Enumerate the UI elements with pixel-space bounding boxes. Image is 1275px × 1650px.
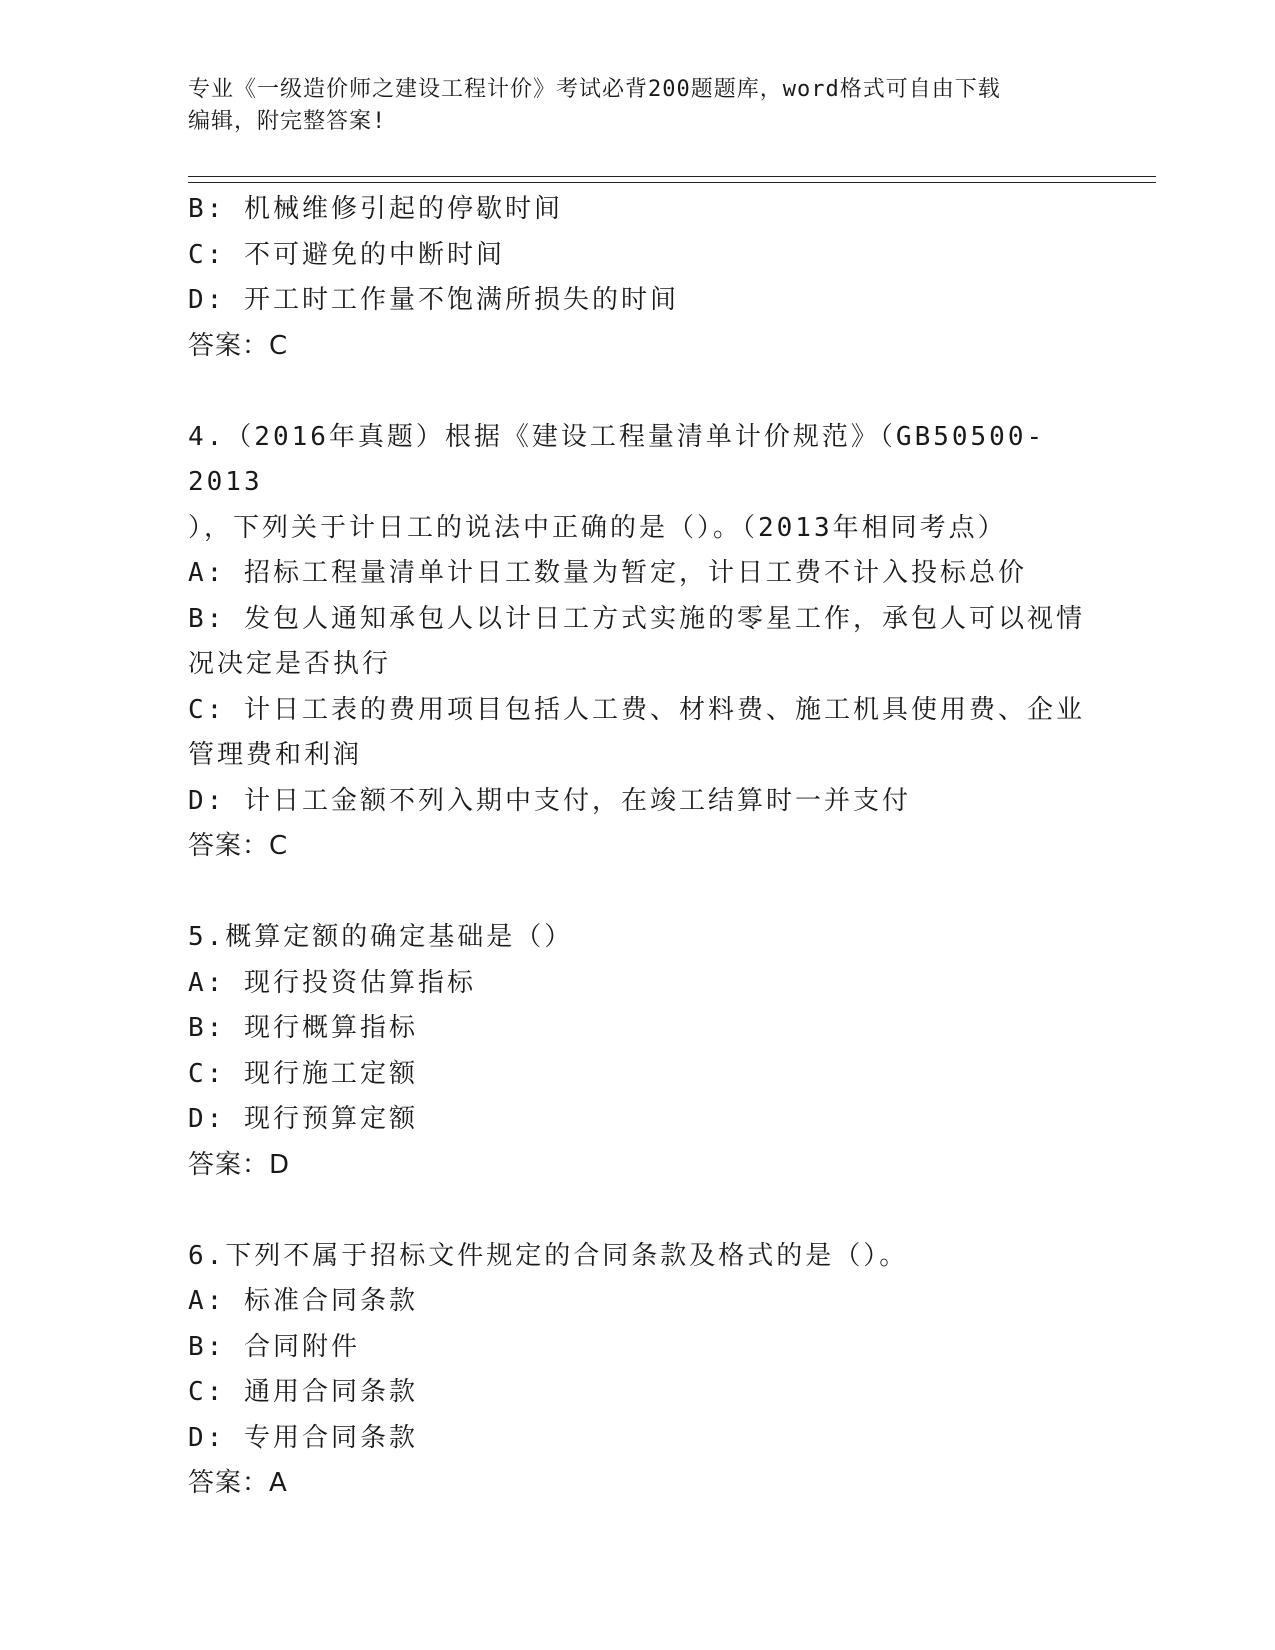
- option-d: D: 计日工金额不列入期中支付，在竣工结算时一并支付: [188, 785, 911, 816]
- header-line-1: 专业《一级造价师之建设工程计价》考试必背200题题库，word格式可自由下载: [188, 77, 1001, 102]
- option-d: D: 开工时工作量不饱满所损失的时间: [188, 285, 679, 315]
- question-list: [188, 187, 1088, 1507]
- header-divider-top: [188, 176, 1156, 177]
- question-3-tail: [188, 187, 1088, 369]
- spacer: [188, 369, 1088, 415]
- option-c: C: 计日工表的费用项目包括人工费、材料费、施工机具使用费、企业: [188, 694, 1085, 725]
- option-c: C: 不可避免的中断时间: [188, 239, 505, 270]
- option-c: C: 现行施工定额: [188, 1058, 418, 1089]
- option-b: B: 发包人通知承包人以计日工方式实施的零星工作，承包人可以视情: [188, 603, 1085, 634]
- question-stem: 5.概算定额的确定基础是（）: [188, 922, 574, 952]
- spacer: [188, 1188, 1088, 1234]
- option-b: B: 合同附件: [188, 1331, 360, 1362]
- option-c-continued: 管理费和利润: [188, 740, 363, 770]
- option-d: D: 现行预算定额: [188, 1104, 418, 1134]
- answer: 答案：D: [188, 1149, 291, 1180]
- question-stem: 4.（2016年真题）根据《建设工程量清单计价规范》（GB50500-2013: [188, 421, 1046, 497]
- question-4: [188, 415, 1088, 870]
- document-header: [188, 74, 1068, 138]
- spacer: [188, 870, 1088, 916]
- header-divider-bottom: [188, 182, 1156, 183]
- answer: 答案：A: [188, 1468, 288, 1498]
- option-a: A: 现行投资估算指标: [188, 967, 476, 998]
- question-stem: 6.下列不属于招标文件规定的合同条款及格式的是（）。: [188, 1240, 909, 1271]
- option-b: B: 机械维修引起的停歇时间: [188, 194, 563, 224]
- option-b: B: 现行概算指标: [188, 1013, 418, 1043]
- option-c: C: 通用合同条款: [188, 1377, 418, 1407]
- question-stem-continued: ），下列关于计日工的说法中正确的是（）。（2013年相同考点）: [188, 512, 1007, 543]
- option-b-continued: 况决定是否执行: [188, 649, 392, 679]
- option-a: A: 招标工程量清单计日工数量为暂定，计日工费不计入投标总价: [188, 558, 1027, 588]
- question-6: [188, 1234, 1088, 1507]
- header-line-2: 编辑，附完整答案!: [188, 109, 387, 134]
- question-5: [188, 915, 1088, 1188]
- option-d: D: 专用合同条款: [188, 1422, 418, 1453]
- answer: 答案：C: [188, 831, 289, 861]
- answer: 答案：C: [188, 330, 289, 361]
- option-a: A: 标准合同条款: [188, 1286, 418, 1316]
